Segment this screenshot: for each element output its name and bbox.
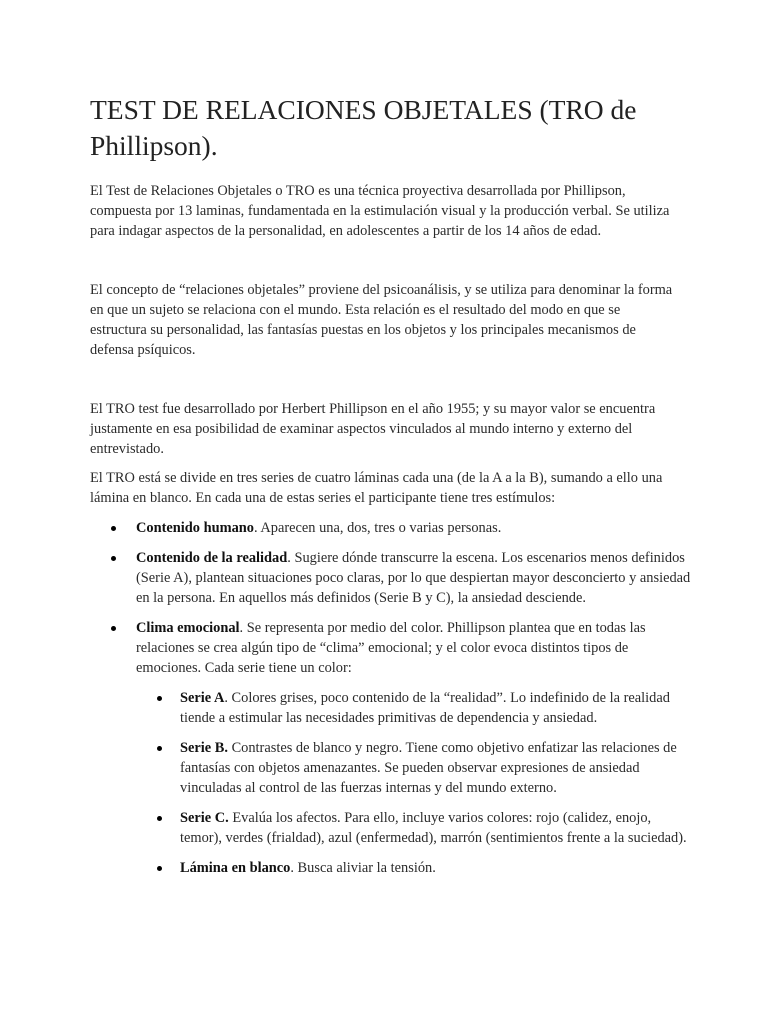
sublist-item-text: Evalúa los afectos. Para ello, incluye varios colores: rojo (calidez, enojo, temor), verdes (frialdad), azul (enfermedad), marrón (sentimientos frente a la suciedad). — [180, 810, 687, 846]
bullet-dot-icon — [111, 526, 116, 531]
bullet-dot-icon — [157, 746, 162, 751]
bullet-dot-icon — [157, 866, 162, 871]
paragraph-series: El TRO está se divide en tres series de cuatro láminas cada una (de la A a la B), sumando a ello una lámina en blanco. En cada una de estas series el participante tiene tres estímulos: — [90, 470, 663, 506]
series-sublist — [136, 688, 696, 878]
sublist-item-text: . Busca aliviar la tensión. — [290, 860, 436, 876]
sublist-item-serie-c — [90, 808, 692, 848]
document-title: TEST DE RELACIONES OBJETALES (TRO de Phillipson). — [90, 94, 637, 161]
list-item-term: Contenido de la realidad — [136, 550, 288, 566]
sublist-item-serie-b — [90, 738, 692, 798]
list-item-text: . Se representa por medio del color. Phillipson plantea que en todas las relaciones se crea algún tipo de “clima” emocional; y el color evoca distintos tipos de emociones. Cada serie tiene un color: — [136, 620, 646, 676]
paragraph-intro: El Test de Relaciones Objetales o TRO es una técnica proyectiva desarrollada por Phillipson, compuesta por 13 laminas, fundamentada en la estimulación visual y la producción verbal. Se utiliza para indagar aspectos de la personalidad, en adolescentes a partir de los 14 años de edad. — [90, 183, 670, 239]
sublist-item-serie-a — [90, 688, 692, 728]
sublist-item-term: Serie A — [180, 690, 225, 706]
sublist-item-text: Contrastes de blanco y negro. Tiene como objetivo enfatizar las relaciones de fantasías con objetos amenazantes. Se pueden observar expresiones de ansiedad vinculadas al control de las fuerzas internas y del mundo externo. — [180, 740, 677, 796]
sublist-item-term: Serie C. — [180, 810, 229, 826]
list-item-text: . Sugiere dónde transcurre la escena. Los escenarios menos definidos (Serie A), plantean situaciones poco claras, por lo que despiertan mayor desconcierto y ansiedad en la persona. En aquellos más definidos (Serie B y C), la ansiedad desciende. — [136, 550, 691, 606]
paragraph-concept: El concepto de “relaciones objetales” proviene del psicoanálisis, y se utiliza para denominar la forma en que un sujeto se relaciona con el mundo. Esta relación es el resultado del modo en que se estructura su personalidad, las fantasías puestas en los objetos y los principales mecanismos de defensa psíquicos. — [90, 282, 673, 358]
bullet-dot-icon — [111, 626, 116, 631]
sublist-item-text: . Colores grises, poco contenido de la “realidad”. Lo indefinido de la realidad tiende a estimular las necesidades primitivas de dependencia y ansiedad. — [180, 690, 670, 726]
list-item-text: . Aparecen una, dos, tres o varias personas. — [253, 520, 502, 536]
list-item-contenido-humano — [90, 518, 696, 538]
list-item-clima-emocional — [90, 618, 696, 878]
sublist-item-term: Lámina en blanco — [180, 860, 291, 876]
bullet-dot-icon — [111, 556, 116, 561]
sublist-item-lamina-blanco — [90, 858, 692, 878]
list-item-term: Contenido humano — [136, 520, 254, 536]
bullet-dot-icon — [157, 816, 162, 821]
bullet-dot-icon — [157, 696, 162, 701]
list-item-term: Clima emocional — [136, 620, 240, 636]
sublist-item-term: Serie B. — [180, 740, 228, 756]
paragraph-history: El TRO test fue desarrollado por Herbert Phillipson en el año 1955; y su mayor valor se encuentra justamente en esa posibilidad de examinar aspectos vinculados al mundo interno y externo del entrevistado. — [90, 401, 656, 457]
stimulus-list — [90, 518, 691, 878]
list-item-contenido-realidad — [90, 548, 696, 608]
